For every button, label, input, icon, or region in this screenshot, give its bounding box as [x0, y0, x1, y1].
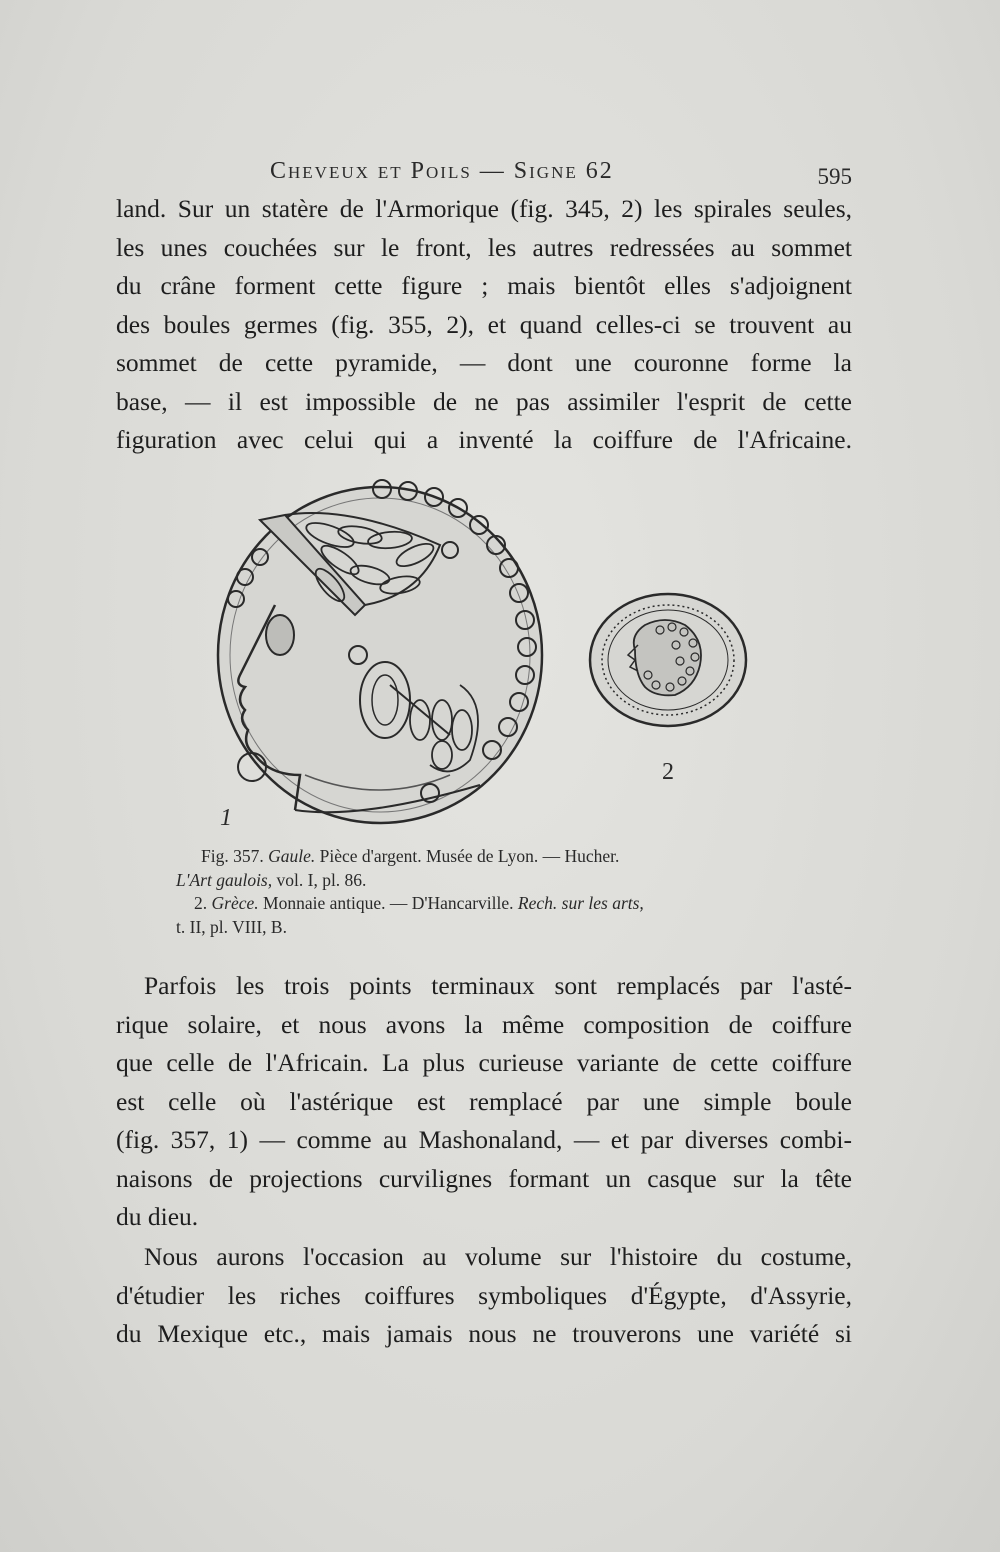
- text-line: que celle de l'Africain. La plus curieuse variante de cette coiffure: [116, 1048, 852, 1077]
- caption-line: t. II, pl. VIII, B.: [176, 916, 287, 937]
- figure-caption: [176, 845, 766, 939]
- paragraph-2: [116, 967, 852, 1237]
- coin-figure: [190, 475, 780, 835]
- coin-illustrations: [190, 475, 780, 835]
- text-line: (fig. 357, 1) — comme au Mashonaland, — et par diverses combi-: [116, 1125, 852, 1154]
- text-line: du dieu.: [116, 1202, 199, 1231]
- coin-greek-illustration: [590, 594, 746, 726]
- caption-line: [176, 869, 766, 893]
- running-title: Cheveux et Poils — Signe 62: [270, 158, 614, 184]
- caption-line: [176, 892, 766, 916]
- caption-text: vol. I, pl. 86.: [272, 869, 367, 890]
- text-line: figuration avec celui qui a inventé la coiffure de l'Africaine.: [116, 425, 852, 454]
- figure-label-2: 2: [662, 759, 674, 785]
- figure-label-1: 1: [220, 805, 232, 831]
- caption-line: [176, 845, 766, 869]
- caption-text: 2.: [194, 893, 212, 913]
- caption-text: Monnaie antique. — D'Hancarville.: [258, 893, 518, 913]
- page-number: 595: [817, 164, 852, 189]
- paragraph-1: [116, 190, 852, 460]
- text-line: sommet de cette pyramide, — dont une couronne forme la: [116, 348, 852, 377]
- caption-text: Rech. sur les arts,: [517, 893, 644, 913]
- text-line: d'étudier les riches coiffures symboliques d'Égypte, d'Assyrie,: [116, 1280, 852, 1310]
- caption-text: Pièce d'argent. Musée de Lyon. — Hucher.: [315, 846, 620, 866]
- text-line: est celle où l'astérique est remplacé par une simple boule: [116, 1086, 852, 1116]
- text-line: les unes couchées sur le front, les autres redressées au sommet: [116, 232, 852, 262]
- text-line: du crâne forment cette figure ; mais bientôt elles s'adjoignent: [116, 271, 852, 300]
- caption-text: Grèce.: [211, 893, 259, 913]
- page-header: [100, 150, 860, 190]
- text-line: land. Sur un statère de l'Armorique (fig. 345, 2) les spirales seules,: [116, 194, 852, 223]
- caption-text: Fig. 357.: [201, 846, 269, 866]
- text-line: naisons de projections curvilignes formant un casque sur la tête: [116, 1163, 852, 1193]
- text-line: Parfois les trois points terminaux sont remplacés par l'asté-: [144, 971, 852, 1000]
- coin-gaul-illustration: [218, 480, 542, 823]
- text-line: base, — il est impossible de ne pas assimiler l'esprit de cette: [116, 386, 852, 416]
- paragraph-3: [116, 1238, 852, 1354]
- text-line: rique solaire, et nous avons la même composition de coiffure: [116, 1009, 852, 1039]
- text-line: des boules germes (fig. 355, 2), et quand celles-ci se trouvent au: [116, 309, 852, 339]
- caption-text: L'Art gaulois,: [176, 869, 273, 890]
- caption-text: Gaule.: [268, 846, 316, 866]
- text-line: Nous aurons l'occasion au volume sur l'histoire du costume,: [144, 1242, 852, 1271]
- text-line: du Mexique etc., mais jamais nous ne trouverons une variété si: [116, 1319, 852, 1348]
